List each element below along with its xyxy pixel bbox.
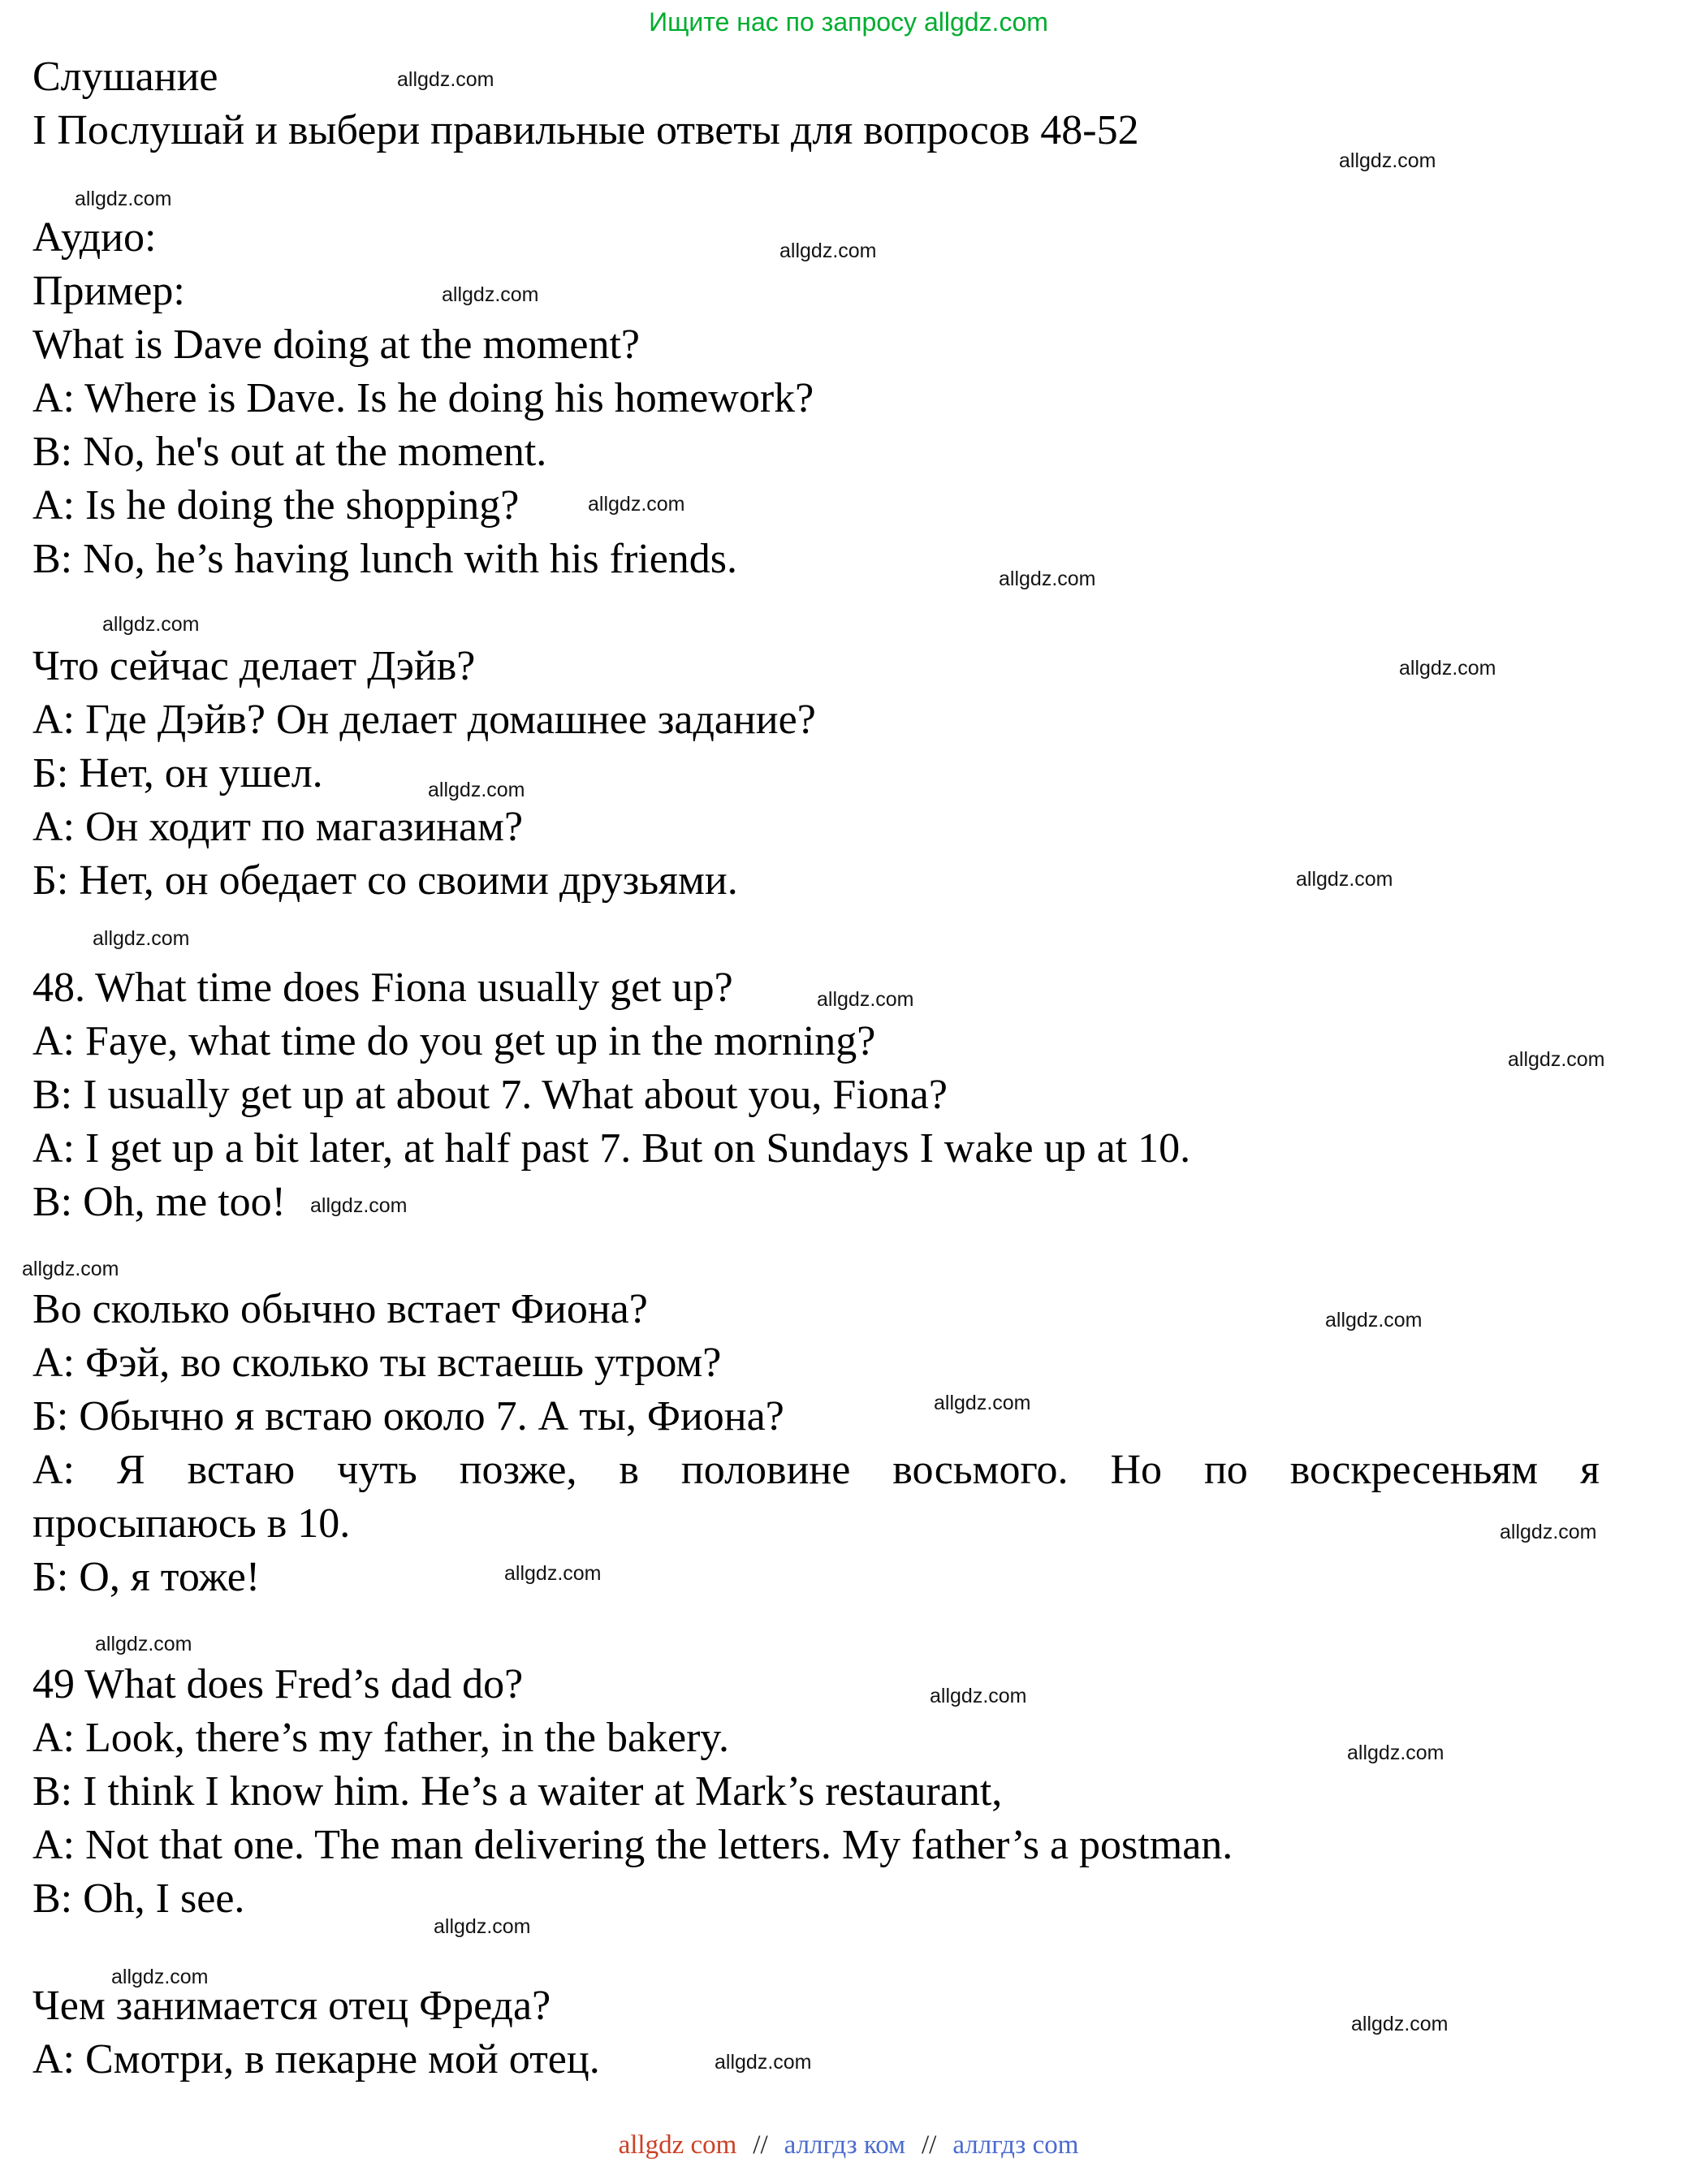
text-line: просыпаюсь в 10. xyxy=(32,1500,351,1547)
text-line: Чем занимается отец Фреда? xyxy=(32,1983,551,2029)
watermark: allgdz.com xyxy=(1325,1309,1423,1332)
text-line: Б: Нет, он обедает со своими друзьями. xyxy=(32,857,738,904)
footer-segment: allgdz com xyxy=(618,2130,737,2160)
text-line: A: Faye, what time do you get up in the morning? xyxy=(32,1018,876,1064)
text-line: Во сколько обычно встает Фиона? xyxy=(32,1286,648,1332)
text-line: Пример: xyxy=(32,268,185,314)
watermark: allgdz.com xyxy=(95,1633,192,1655)
text-line: А: Где Дэйв? Он делает домашнее задание? xyxy=(32,697,816,743)
watermark: allgdz.com xyxy=(442,283,539,306)
watermark: allgdz.com xyxy=(397,68,494,91)
text-line: А: Фэй, во сколько ты встаешь утром? xyxy=(32,1340,722,1386)
watermark: allgdz.com xyxy=(588,493,685,516)
watermark: allgdz.com xyxy=(111,1966,209,1988)
footer-segment: // xyxy=(753,2130,768,2160)
footer-segment: аллгдз ком xyxy=(784,2130,905,2160)
watermark: allgdz.com xyxy=(1347,1742,1444,1764)
watermark: allgdz.com xyxy=(1399,657,1496,680)
watermark: allgdz.com xyxy=(102,613,200,636)
footer-segment: аллгдз com xyxy=(952,2130,1079,2160)
watermark: allgdz.com xyxy=(930,1685,1027,1707)
watermark: allgdz.com xyxy=(504,1562,602,1585)
text-line: A: Is he doing the shopping? xyxy=(32,482,520,529)
watermark: allgdz.com xyxy=(934,1392,1031,1414)
watermark: allgdz.com xyxy=(22,1258,119,1280)
blank-line xyxy=(32,1229,1600,1283)
text-line: А: Смотри, в пекарне мой отец. xyxy=(32,2036,600,2083)
text-line: 48. What time does Fiona usually get up? xyxy=(32,965,733,1011)
blank-line xyxy=(32,1604,1600,1658)
text-line: B: Oh, I see. xyxy=(32,1875,245,1922)
text-line: I Послушай и выбери правильные ответы для вопросов 48-52 xyxy=(32,107,1139,153)
watermark: allgdz.com xyxy=(1500,1521,1597,1543)
watermark: allgdz.com xyxy=(75,188,172,210)
watermark: allgdz.com xyxy=(1296,868,1393,891)
blank-line xyxy=(32,908,1600,961)
text-line: Слушание xyxy=(32,54,218,100)
promo-footer xyxy=(0,2129,1697,2161)
watermark: allgdz.com xyxy=(93,927,190,950)
watermark: allgdz.com xyxy=(428,779,525,801)
text-line: What is Dave doing at the moment? xyxy=(32,322,641,368)
watermark: allgdz.com xyxy=(310,1194,408,1217)
watermark: allgdz.com xyxy=(1508,1048,1605,1071)
text-line: A: Where is Dave. Is he doing his homework? xyxy=(32,375,814,421)
footer-segment: // xyxy=(922,2130,937,2160)
text-line: A: I get up a bit later, at half past 7. But on Sundays I wake up at 10. xyxy=(32,1125,1191,1172)
text-line: B: No, he’s having lunch with his friends. xyxy=(32,536,738,582)
text-line: B: I think I know him. He’s a waiter at Mark’s restaurant, xyxy=(32,1768,1003,1815)
watermark: allgdz.com xyxy=(999,568,1096,590)
watermark: allgdz.com xyxy=(1351,2013,1449,2035)
text-line: A: Not that one. The man delivering the letters. My father’s a postman. xyxy=(32,1822,1233,1868)
text-line: B: No, he's out at the moment. xyxy=(32,429,547,475)
text-line: А: Он ходит по магазинам? xyxy=(32,804,524,850)
text-line: A: Look, there’s my father, in the bakery. xyxy=(32,1715,730,1761)
text-line: 49 What does Fred’s dad do? xyxy=(32,1661,524,1707)
text-line: Б: О, я тоже! xyxy=(32,1554,261,1600)
text-line: B: I usually get up at about 7. What about you, Fiona? xyxy=(32,1072,948,1118)
text-line: B: Oh, me too! xyxy=(32,1179,286,1225)
watermark: allgdz.com xyxy=(1339,149,1436,172)
watermark: allgdz.com xyxy=(817,988,914,1011)
text-line: Б: Нет, он ушел. xyxy=(32,750,323,796)
blank-line xyxy=(32,586,1600,640)
watermark: allgdz.com xyxy=(779,240,877,262)
text-line: Что сейчас делает Дэйв? xyxy=(32,643,476,689)
blank-line xyxy=(32,1926,1600,1979)
watermark: allgdz.com xyxy=(715,2051,812,2074)
content-area xyxy=(32,50,1600,2087)
text-line: А: Я встаю чуть позже, в половине восьмого. Но по воскресеньям я xyxy=(32,1447,1600,1493)
watermark: allgdz.com xyxy=(434,1915,531,1938)
text-line: Аудио: xyxy=(32,214,157,261)
promo-header-text: Ищите нас по запросу allgdz.com xyxy=(649,7,1048,37)
text-line: Б: Обычно я встаю около 7. А ты, Фиона? xyxy=(32,1393,784,1439)
